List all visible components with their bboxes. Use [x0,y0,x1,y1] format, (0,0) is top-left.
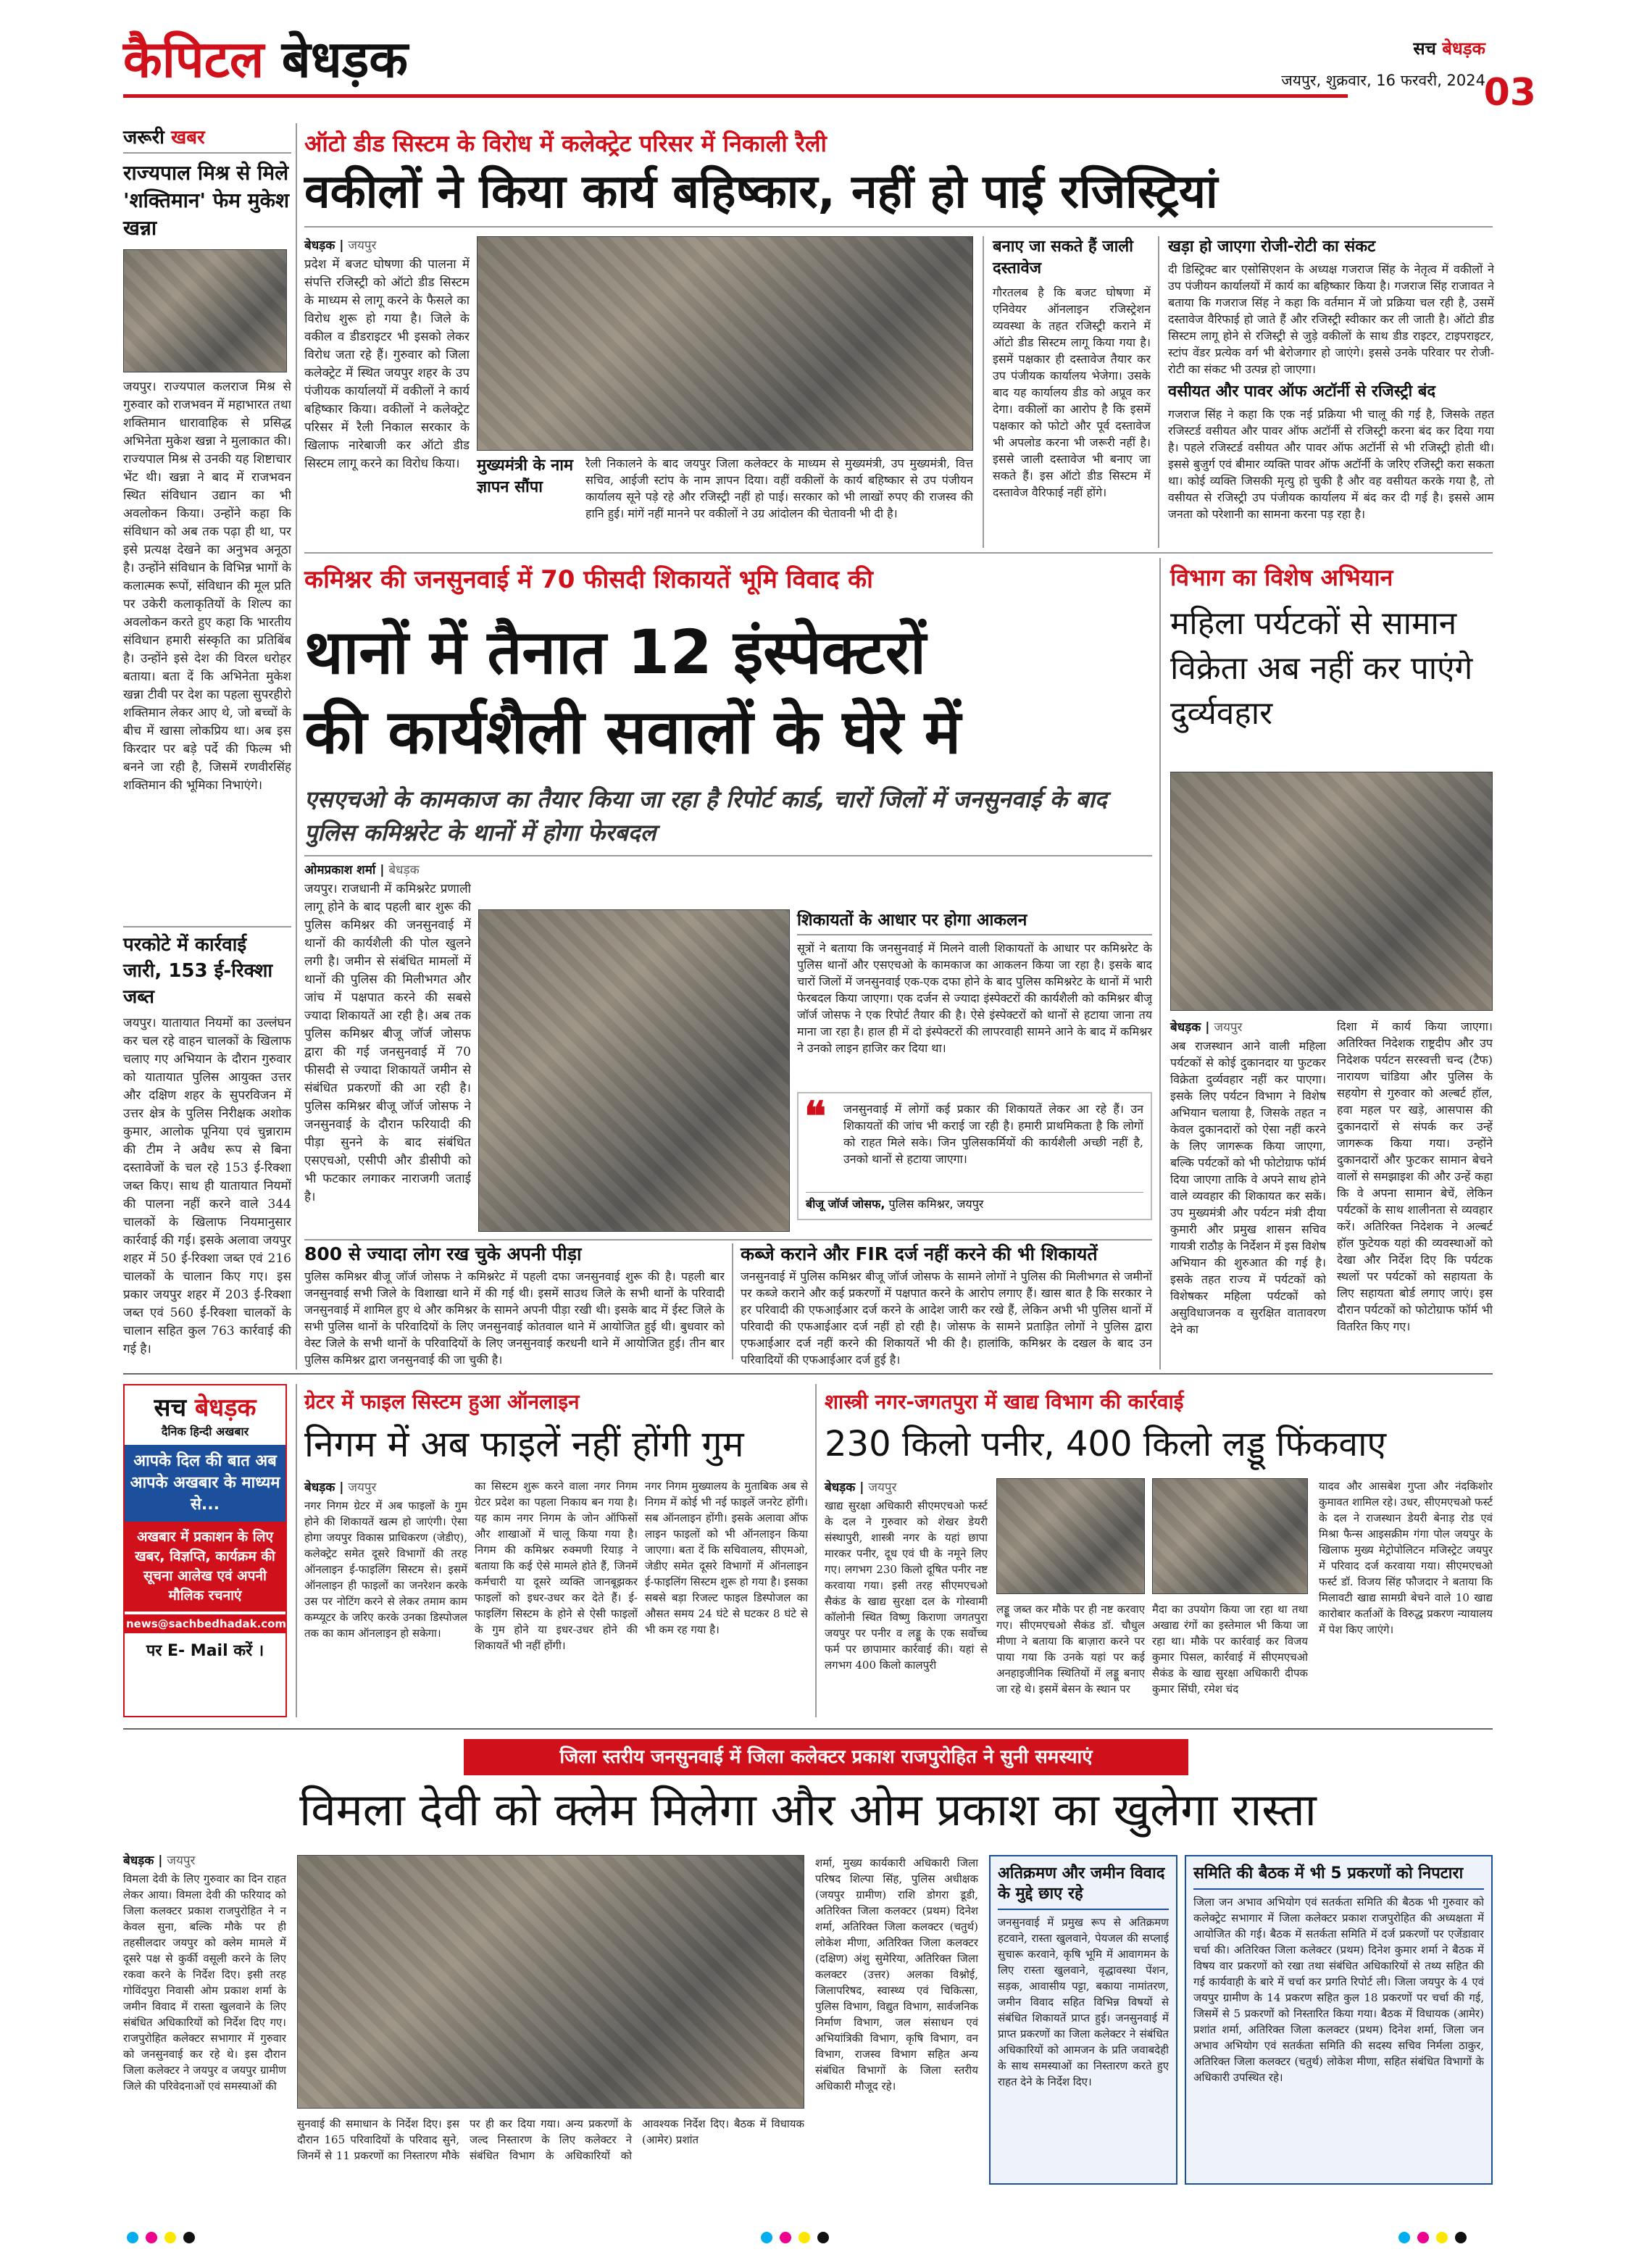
greater-divider [815,1384,817,1717]
ad-sach: सच [154,1393,187,1422]
tourism-photo [1170,772,1493,1011]
police-col1: ओमप्रकाश शर्मा | बेधड़क जयपुर। राजधानी में कमिश्नरेट प्रणाली लागू होने के बाद पहली बार शुरू की पुलिस कमिश्नर की जनसुनवाई में थानों की कार्यशैली की पोल खुलने लगी है। जमीन से संबंधित मामलों में थानों की पुलिस की मिलीभगत और जांच में पक्षपात करने की सबसे ज्यादा शिकायतें आ रही है। अब तक पुलिस कमिश्नर बीजू जॉर्ज जोसफ द्वारा की गई जनसुनवाई में 70 फीसदी से ज्यादा शिकायतें जमीन से संबंधित प्रकरणों की आ रही है। पुलिस कमिश्नर बीजू जॉर्ज जोसफ ने जनसुनवाई के दौरान फरियादी की पीड़ा सुनने के बाद संबंधित एसएचओ, एसीपी और डीसीपी को भी फटकार लगाकर नाराजगी जताई है। [304,861,471,1243]
food-headline: 230 किलो पनीर, 400 किलो लड्डू फिंकवाए [825,1424,1387,1464]
side3-head: वसीयत और पावर ऑफ अटॉर्नी से रजिस्ट्री बंद [1168,383,1436,401]
ad-logo [125,1385,285,1423]
top-kicker: ऑटो डीड सिस्टम के विरोध में कलेक्ट्रेट परिसर में निकाली रैली [304,130,827,157]
tourism-col2: दिशा में कार्य किया जाएगा। अतिरिक्त निदेशक राष्ट्रदीप और उप निदेशक पर्यटन सरस्वत्ती चन्द (टैफ) नारायण चांडिया और पुलिस के सहयोग से गुरुवार को अल्बर्ट हॉल, हवा महल पर खड़े, आसपास की दुकानदारों से संपर्क कर उन्हें जागरूक किया गया। उन्होंने दुकानदारों और फुटकर सामान बेचने वालों से समझाइश की और उन्हें कहा कि वे अपना सामान बेचें, लेकिन पर्यटकों के साथ शालीनता से व्यवहार करें। अतिरिक्त निदेशक ने अल्बर्ट हॉल फुटेयक यहां की व्यवस्थाओं को देखा और निर्देश दिए कि पर्यटक स्थलों पर पर्यटकों को सहायता के लिए सहायता बोर्ड लगाए जाएं। इस दौरान पर्यटकों को फोटोग्राफ फॉर्म भी वितरित किए गए। [1337,1020,1493,1333]
brand-logo [123,29,408,90]
sidebar [123,123,291,1369]
quote-author-title: पुलिस कमिश्नर, जयपुर [888,1197,984,1211]
police-sub-rule [304,1239,1152,1241]
food-col3: मैदा का उपयोग किया जा रहा था तथा अखाद्य रंगों का इस्तेमाल भी किया जा रहा था। मौके पर कार्रवाई कर विजय कुमार पिसल, कार्रवाई में सीएमएचओ सैकंड के खाद्य सुरक्षा अधिकारी दीपक कुमार सिंघी, रमेश चंद [1152,1603,1308,1696]
police-sub-divider [732,1243,733,1359]
masthead-right [1281,36,1485,91]
registration-dot [799,2232,810,2243]
bedhadak-text: बेधड़क [1442,38,1485,59]
police-box-head: शिकायतों के आधार पर होगा आकलन [797,909,1152,935]
food-col2: लड्डू जब्त कर मौके पर ही नष्ट करवाए गए। सीएमएचओ सैकंड डॉ. चौधुल मीणा ने बताया कि बाज़ारा करने पर पाया गया कि उनके यहां पर कई अनहाइजीनिक स्थितियों में लड्डू बनाए जा रहे थे। इसमें बेसन के स्थान पर [996,1603,1145,1696]
story2-body: जयपुर। यातायात नियमों का उल्लंघन कर चल रहे वाहन चालकों के खिलाफ चलाए गए अभियान के दौरान गुरुवार को यातायात पुलिस आयुक्त उत्तर और दक्षिण शहर के सुपरविजन में उत्तर क्षेत्र के पुलिस निरीक्षक अशोक कुमार, आलोक पूनिया एवं चुन्नाराम की टीम ने अवैध रूप से बिना दस्तावेजों के चल रहे 153 ई-रिक्शा जब्त किए। साथ ही यातायात नियमों की पालना नहीं करने वाले 344 चालकों के खिलाफ नियमानुसार कार्रवाई की गई। इसके अलावा जयपुर शहर में 50 ई-रिक्शा जब्त एवं 216 चालकों के चालान किए गए। इस प्रकार जयपुर शहर में 203 ई-रिक्शा जब्त एवं 560 ई-रिक्शा चालकों के चालान सहित कुल 763 कार्रवाई की गई है। [123,1016,291,1356]
story2-headline: परकोटे में कार्रवाई जारी, 153 ई-रिक्शा जब्त [123,934,273,1008]
registration-dot [164,2232,176,2243]
story1-headline: राज्यपाल मिश्र से मिले 'शक्तिमान' फेम मुकेश खन्ना [123,161,290,240]
top-col1-body: प्रदेश में बजट घोषणा की पालना में संपत्ति रजिस्ट्री को ऑटो डीड सिस्टम के माध्यम से लागू करने के फैसले का विरोध शुरू हो गया है। जिले के वकील व डीडराइटर भी इसको लेकर विरोध जता रहे हैं। गुरुवार को जिला कलेक्ट्रेट में स्थित जयपुर शहर के उप पंजीयक कार्यालयों में वकीलों ने कार्य बहिष्कार किया। वकीलों ने कलेक्ट्रेट परिसर में रैली निकाल सरकार के खिलाफ नारेबाजी कर ऑटो डीड सिस्टम लागू करने का विरोध किया। [304,257,470,471]
bottom-box1 [989,1855,1177,2185]
sidebar-divider [296,123,297,1369]
side3-body: गजराज सिंह ने कहा कि एक नई प्रक्रिया भी चालू की गई है, जिसके तहत रजिस्टर्ड वसीयत और पावर ऑफ अटॉर्नी से रजिस्ट्री करना बंद कर दिया गया है। पहले रजिस्टर्ड वसीयत और पावर ऑफ अटॉर्नी से भी रजिस्ट्री होती थी। इससे बुजुर्ग एवं बीमार व्यक्ति पावर ऑफ अटॉर्नी के जरिए रजिस्ट्री करा सकता था। कोई व्यक्ति जिसकी मृत्यु हो चुकी है और वह वसीयत करके गया है, तो वसीयत से रजिस्ट्री उप पंजीयक कार्यालय में बंद कर दी गई है। इससे आम जनता को परेशानी का सामना करना पड़ रहा है। [1168,407,1494,521]
side2-body: दी डिस्ट्रिक्ट बार एसोसिएशन के अध्यक्ष गजराज सिंह के नेतृत्व में वकीलों ने उप पंजीयन कार्यालयों में कार्य का बहिष्कार किया है। गजराज सिंह राजावत ने बताया कि गजराज सिंह ने कहा कि वर्तमान में जो प्रक्रिया चल रही है, उसमें दस्तावेज वैरिफाई हो जाते हैं और रजिस्ट्री स्वीकार कर ली जाती है। ऑटो डीड सिस्टम लागू होने से रजिस्ट्री से जुड़े वकीलों के साथ डीड राइटर, टाइपराइटर, स्टांप वेंडर प्रत्येक वर्ग भी बेरोजगार हो जाएंगे। इससे उनके परिवार पर रोजी-रोटी का संकट भी उत्पन्न हो जाएगा। [1168,262,1494,376]
print-dots-left [127,2232,214,2246]
food-photo-1 [996,1478,1145,1594]
registration-dot [817,2232,829,2243]
police-sub2 [741,1243,1152,1371]
bottom-dateline-city: जयपुर [167,1854,196,1868]
byline-brand: बेधड़क [388,863,420,877]
police-kicker: कमिश्नर की जनसुनवाई में 70 फीसदी शिकायतें भूमि विवाद की [304,565,873,594]
top-photo [477,236,973,451]
bottom-col3: शर्मा, मुख्य कार्यकारी अधिकारी जिला परिषद शिल्पा सिंह, पुलिस अधीक्षक (जयपुर ग्रामीण) राशि डोगरा डूडी, अतिरिक्त जिला कलक्टर (प्रथम) दिनेश शर्मा, अतिरिक्त जिला कलक्टर (चतुर्थ) लोकेश मीणा, अतिरिक्त जिला कलक्टर (दक्षिण) अंशु सुमेरिया, अतिरिक्त जिला कलक्टर (उत्तर) अलका विश्नोई, जिलापरिषद, स्वास्थ्य एवं चिकित्सा, पुलिस विभाग, विद्युत विभाग, सार्वजनिक निर्माण विभाग, जल संसाधन एवं अभियांत्रिकी विभाग, कृषि विभाग, वन विभाग, राजस्व विभाग सहित अन्य संबंधित विभागों के जिला स्तरीय अधिकारी मौजूद रहे। [815,1856,978,2093]
tourism-headline: महिला पर्यटकों से सामान विक्रेता अब नहीं कर पाएंगे दुर्व्यवहार [1170,605,1473,732]
dateline-city: जयपुर [348,238,377,253]
food-photo-2 [1152,1478,1308,1594]
police-sub1-head: 800 से ज्यादा लोग रख चुके अपनी पीड़ा [304,1243,582,1264]
police-headline-1: थानों में तैनात 12 इंस्पेक्टरों [304,617,926,688]
top-divider-2 [1158,236,1159,548]
print-dots-center [761,2232,848,2246]
ad-tagline: दैनिक हिन्दी अखबार [161,1425,249,1438]
bottom-box1-body: जनसुनवाई में प्रमुख रूप से अतिक्रमण हटवाने, रास्ता खुलवाने, पेयजल की सप्लाई सुचारू करवाने, कृषि भूमि में आवागमन के लिए रास्ता खुलवाने, वृद्धावस्था पेंशन, सड़क, आवासीय पट्टा, बकाया नामांतरण, जमीन विवाद सहित विभिन्न विषयों से संबंधित शिकायतें प्राप्त हुई। जनसुनवाई में प्राप्त प्रकरणों का जिला कलेक्टर ने संबंधित अधिकारियों को आमजन के प्रति जवाबदेही के साथ समस्याओं का निस्तारण करते हुए राहत देने के निर्देश दिए। [998,1916,1169,2088]
police-box [797,909,1152,1220]
registration-dot [761,2232,772,2243]
tourism-col1: बेधड़क | जयपुर अब राजस्थान आने वाली महिला पर्यटकों से कोई दुकानदार या फुटकर विक्रेता दुर्व्यवहार नहीं कर पाएगा। इसके लिए पर्यटन विभाग ने विशेष अभियान चलाया है, जिसके तहत न केवल दुकानदारों को ऐसा नहीं करने के लिए जागरूक किया जाएगा, बल्कि पर्यटकों को भी फोटोग्राफ फॉर्म दिया जाएगा ताकि वे अपने साथ होने वाले व्यवहार की शिकायत कर सकें। उप मुख्यमंत्री और पर्यटन मंत्री दीया कुमारी और प्रमुख शासन सचिव गायत्री राठौड़ के निर्देशन में इस विशेष अभियान की शुरुआत की गई है। इसके तहत राज्य में पर्यटकों को विशेषकर महिला पर्यटकों को असुविधाजनक व सुरक्षित वातावरण देने का [1170,1018,1326,1367]
brand-left: कैपिटल [123,30,264,89]
quote-attribution [806,1192,1143,1212]
sach-text: सच [1413,38,1436,59]
registration-dot [183,2232,195,2243]
tourism-dateline-brand: बेधड़क [1170,1020,1201,1035]
greater-col3: नगर निगम मुख्यालय के मुताबिक अब से निगम में कोई भी नई फाइलें जनरेट होंगी। सब ऑनलाइन होंगी। इसके अलावा ऑफ लाइन फाइलों को भी ऑनलाइन किया जाएगा। बता दें कि सचिवालय, सीएमओ, जेडीए समेत दूसरे विभागों में ऑनलाइन ई-फाइलिंग सिस्टम शुरू हो गया है। इसका सबसे बड़ा रिजल्ट फाइल डिस्पोजल का औसत समय 24 घंटे से घटकर 8 घंटे से भी कम रह गया है। [645,1480,808,1636]
greater-headline: निगम में अब फाइलें नहीं होंगी गुम [304,1423,744,1465]
bottom-photo [297,1855,804,2109]
greater-kicker: ग्रेटर में फाइल सिस्टम हुआ ऑनलाइन [304,1390,580,1414]
top-bottom-rule [304,552,1493,554]
food-col1-body: खाद्य सुरक्षा अधिकारी सीएमएचओ फर्स्ट के दल ने गुरुवार को शेखर डेयरी संस्थापुरी, शास्त्री नगर के यहां छापा मारकर पनीर, दूध एवं घी के नमूने लिए गए। लगभग 230 किलो दूषित पनीर नष्ट करवाया गया। इसी तरह सीएमएचओ सैकंड के खाद्य सुरक्षा दल के गोस्वामी कॉलोनी स्थित विष्णु किराणा जगतपुरा जयपुर पर पनीर व लड्डू के एक सर्वोच्च फर्म पर छापामार कार्रवाई की। यहां से लगभग 400 किलो कालपुरी [825,1499,988,1672]
registration-dot [1398,2232,1410,2243]
registration-dot [146,2232,157,2243]
food-kicker: शास्त्री नगर-जगतपुरा में खाद्य विभाग की कार्रवाई [825,1390,1184,1414]
registration-dot [127,2232,138,2243]
page-number: 03 [1483,71,1536,114]
tourism-col1-body: अब राजस्थान आने वाली महिला पर्यटकों से कोई दुकानदार या फुटकर विक्रेता दुर्व्यवहार नहीं कर पाएगा। इसके लिए पर्यटन विभाग ने विशेष अभियान चलाया है, जिसके तहत न केवल दुकानदारों को ऐसा नहीं करने के लिए जागरूक किया जाएगा, बल्कि पर्यटकों को भी फोटोग्राफ फॉर्म दिया जाएगा ताकि वे अपने साथ होने वाले व्यवहार की शिकायत कर सकें। उप मुख्यमंत्री और पर्यटन मंत्री दीया कुमारी और प्रमुख शासन सचिव गायत्री राठौड़ के निर्देशन में इस विशेष अभियान की शुरुआत की गई है। इसके तहत राज्य में पर्यटकों को विशेषकर महिला पर्यटकों को असुविधाजनक व सुरक्षित वातावरण देने का [1170,1039,1326,1336]
section-label [123,123,291,154]
side2-head: खड़ा हो जाएगा रोजी-रोटी का संकट [1168,238,1376,256]
quote-author: बीजू जॉर्ज जोसफ, [806,1197,885,1211]
bottom-rule [123,1728,1493,1730]
ad-red-banner: अखबार में प्रकाशन के लिए खबर, विज्ञप्ति, कार्यक्रम की सूचना आलेख एवं अपनी मौलिक रचनाएं [125,1522,285,1612]
bottom-box2 [1185,1855,1493,2185]
story1-photo [123,249,287,372]
quote-mark-icon: ❝ [804,1093,827,1141]
police-sub2-body: जनसुनवाई में पुलिस कमिश्नर बीजू जॉर्ज जोसफ के सामने लोगों ने पुलिस की मिलीभगत से जमीनों पर कब्जे कराने और कई प्रकरणों में पक्षपात करने के आरोप लगाए हैं। खास बात है कि सरकार ने हर परिवादी की एफआईआर दर्ज करने के आदेश जारी कर रखे हैं, लेकिन अभी भी पुलिस थानों में परिवादी की एफआईआर दर्ज नहीं हो रही है। जोसफ के सामने प्रताड़ित लोगों ने पुलिस द्वारा एफआईआर दर्ज नहीं करने की शिकायतें भी की है। हालांकि, कमिश्नर के दखल के बाद उन परिवादियों की एफआईआर दर्ज हुई है। [741,1270,1152,1367]
registration-dot [780,2232,791,2243]
brand-right: बेधड़क [281,30,408,89]
sach-bedhadak-logo [1281,36,1485,60]
ad-email[interactable]: news@sachbedhadak.com [125,1614,285,1633]
greater-col1-body: नगर निगम ग्रेटर में अब फाइलों के गुम होने की शिकायतें खत्म हो जाएंगी। ऐसा होगा जयपुर विकास प्राधिकरण (जेडीए), कलेक्ट्रेट समेत दूसरे विभागों की तरह ऑनलाइन ई-फाइलिंग सिस्टम से। इसमें ऑनलाइन ही फाइलों का जनरेशन करके उस पर नोटिंग करने से लेकर तमाम काम कम्प्यूटर के जरिए करके उनका डिस्पोजल तक का काम ऑनलाइन हो सकेगा। [304,1499,467,1640]
food-dateline-city: जयपुर [868,1480,897,1495]
side1-body: गौरतलब है कि बजट घोषणा में एनिवेयर ऑनलाइन रजिस्ट्रेशन व्यवस्था के तहत रजिस्ट्री कराने में ऑटो डीड सिस्टम लागू किया गया है। इसमें पक्षकार ही दस्तावेज तैयार कर उप पंजीयक कार्यालय भेजेगा। उसके बाद यह कार्यालय डीड को अप्रूव कर देगा। वकीलों का आरोप है कि इसमें पक्षकार को फोटो और पूर्व दस्तावेज भी अपलोड करना भी जरूरी नहीं है। इससे जाली दस्तावेज भी बनाए जा सकते हैं। इस ऑटो डीड सिस्टम में दस्तावेज वैरिफाई नहीं होंगे। [993,285,1151,499]
registration-dot [1417,2232,1429,2243]
top-col1: बेधड़क | जयपुर प्रदेश में बजट घोषणा की पालना में संपत्ति रजिस्ट्री को ऑटो डीड सिस्टम के माध्यम से लागू करने के फैसले का विरोध शुरू हो गया है। जिले के वकील व डीडराइटर भी इसको लेकर विरोध जता रहे हैं। गुरुवार को जिला कलेक्ट्रेट में स्थित जयपुर शहर के उप पंजीयक कार्यालयों में वकीलों ने कार्य बहिष्कार किया। वकीलों ने कलेक्ट्रेट परिसर में रैली निकाल सरकार के खिलाफ नारेबाजी कर ऑटो डीड सिस्टम लागू करने का विरोध किया। [304,236,470,560]
ad-email-suffix: पर E- Mail करें । [146,1642,264,1660]
masthead [123,29,1536,114]
food-dateline-brand: बेधड़क [825,1480,856,1495]
bottom-box2-body: जिला जन अभाव अभियोग एवं सतर्कता समिति की बैठक भी गुरुवार को कलेक्ट्रेट सभागार में जिला कलेक्टर प्रकाश राजपुरोहित की अध्यक्षता में आयोजित की गई। बैठक में सतर्कता समिति में दर्ज प्रकरणों पर एजेंडावार चर्चा की। अतिरिक्त जिला कलेक्टर (प्रथम) दिनेश कुमार शर्मा ने बैठक में विषय वार प्रकरणों को रखा तथा संबंधित अधिकारियों से तथ्य सहित की गई कार्यवाही के बारे में चर्चा कर प्रगति रिपोर्ट ली। जिला जयपुर के 4 एवं जयपुर ग्रामीण के 14 प्रकरण सहित कुल 18 प्रकरणों पर चर्चा की गई, जिसमें से 5 प्रकरणों को निस्तारित किया गया। बैठक में विधायक (आमेर) प्रशांत शर्मा, अतिरिक्त जिला कलक्टर (प्रथम) दिनेश शर्मा, जिला जन अभाव अभियोग एवं सतर्कता समिति की सदस्य सचिव निर्मला ठाकुर, अतिरिक्त जिला कलक्टर (चतुर्थ) लोकेश मीणा, सहित संबंधित विभागों के अधिकारी उपस्थित रहे। [1193,1896,1484,2084]
police-quote-box [797,1092,1152,1220]
side1-head: बनाए जा सकते हैं जाली दस्तावेज [993,238,1133,278]
greater-dateline-brand: बेधड़क [304,1480,335,1495]
police-sub1 [304,1243,725,1371]
tourism-kicker: विभाग का विशेष अभियान [1170,564,1393,591]
bottom-headline: विमला देवी को क्लेम मिलेगा और ओम प्रकाश का खुलेगा रास्ता [299,1783,1317,1836]
police-sub1-body: पुलिस कमिश्नर बीजू जॉर्ज जोसफ ने कमिश्नरेट में पहली दफा जनसुनवाई शुरू की है। पहली बार जनसुनवाई सभी जिले के विशाखा थाने में की गई थी। इसमें साउथ जिले के सभी थानों के परिवादी जनसुनवाई में शामिल हुए थे और कमिश्नर के सामने अपनी पीड़ा रखी थी। इसके बाद में ईस्ट जिले के सभी पुलिस थानों के परिवादियों के लिए जनसुनवाई कोतवाल थाने में आयोजित हुई थी। बुधवार को वेस्ट जिले के सभी थानों के परिवादियों के लिए जनसुनवाई करधनी थाने में आयोजित हुई। तीन बार पुलिस कमिश्नर द्वारा जनसुनवाई की जा चुकी है। [304,1270,725,1367]
bottom-box2-head: समिति की बैठक में भी 5 प्रकरणों को निपटारा [1193,1864,1484,1890]
story1-body: जयपुर। राज्यपाल कलराज मिश्र से गुरुवार को राजभवन में महाभारत तथा शक्तिमान धारावाहिक से प्रसिद्ध अभिनेता मुकेश खन्ना ने मुलाकात की। राज्यपाल मिश्र से उनकी यह शिष्टाचार भेंट थी। खन्ना ने बाद में राजभवन स्थित संविधान उद्यान का भी अवलोकन किया। उन्होंने कहा कि संविधान को अब तक पढ़ा ही था, पर इसे प्रत्यक्ष देखने का अनुभव अनूठा है। उन्होंने संविधान के विभिन्न भागों के कलात्मक रूपों, संविधान की मूल प्रति पर उकेरी कलाकृतियों के शिल्प का अवलोकन करते हुए कहा कि भारतीय संविधान हमारी संस्कृति का प्रतिबिंब है। उन्होंने इसे देश की विरल धरोहर बताया। बता दें कि अभिनेता मुकेश खन्ना टीवी पर देश का पहला सुपरहीरो शक्तिमान लेकर आए थे, जो बच्चों के बीच में खासा लोकप्रिय था। अब इस किरदार पर बड़े पर्दे की फिल्म भी बनने जा रही है, जिसमें रणवीरसिंह शक्तिमान की भूमिका निभाएंगे। [123,380,291,793]
tourism-divider [1159,558,1161,1369]
ad-divider [296,1384,297,1717]
bottom-box1-head: अतिक्रमण और जमीन विवाद के मुद्दे छाए रहे [998,1864,1169,1910]
byline: ओमप्रकाश शर्मा [304,863,376,877]
police-photo [478,909,790,1232]
top-col2: रैली निकालने के बाद जयपुर जिला कलेक्टर के माध्यम से मुख्यमंत्री, उप मुख्यमंत्री, वित्त सचिव, आईजी स्टांप के नाम ज्ञापन दिया। वहीं वकीलों के कार्य बहिष्कार से उप पंजीयन कार्यालय सूने पड़े रहे और रजिस्ट्री नहीं हो पाई। सरकार को भी लाखों रुपए की राजस्व की हानि हुई। मांगें नहीं मानने पर वकीलों ने उग्र आंदोलन की चेतावनी भी दी है। [585,456,973,520]
police-col1-body: जयपुर। राजधानी में कमिश्नरेट प्रणाली लागू होने के बाद पहली बार शुरू की पुलिस कमिश्नर की जनसुनवाई में थानों की कार्यशैली की पोल खुलने लगी है। जमीन से संबंधित मामलों में थानों की पुलिस की मिलीभगत और जांच में पक्षपात करने की सबसे ज्यादा शिकायतें आ रही है। अब तक पुलिस कमिश्नर बीजू जॉर्ज जोसफ द्वारा की गई जनसुनवाई में 70 फीसदी से ज्यादा शिकायतें जमीन से संबंधित प्रकरणों की आ रही है। पुलिस कमिश्नर बीजू जॉर्ज जोसफ ने जनसुनवाई के दौरान फरियादी की पीड़ा सुनने के बाद संबंधित एसएचओ, एसीपी और डीसीपी को भी फटकार लगाकर नाराजगी जताई है। [304,882,471,1204]
bottom-col1-body: विमला देवी के लिए गुरुवार का दिन राहत लेकर आया। विमला देवी की फरियाद को जिला कलक्टर प्रकाश राजपुरोहित ने न केवल सुना, बल्कि मौके पर ही तहसीलदार जयपुर को क्लेम मामले में दूसरे पक्ष से कुर्की वसूली करने के लिए रकवा करने के निर्देश दिए। इसी तरह गोविंदपुरा निवासी ओम प्रकाश शर्मा के जमीन विवाद में रास्ता खुलवाने के लिए संबंधित अधिकारियों को निर्देश दिए गए। राजपुरोहित कलेक्टर सभागार में गुरुवार को जनसुनवाई कर रहे थे। इस दौरान जिला कलेक्टर ने जयपुर व जयपुर ग्रामीण जिले की परिवेदनाओं एवं समस्याओं की [123,1872,286,2093]
ad-blue-banner: आपके दिल की बात अब आपके अखबार के माध्यम से... [125,1445,285,1522]
greater-col2: का सिस्टम शुरू करने वाला नगर निगम ग्रेटर प्रदेश का पहला निकाय बन गया है। यह काम नगर निगम के जोन ऑफिसों और शाखाओं में चालू किया गया है। निगम की कमिश्नर रुक्मणी रियाड़ ने बताया कि कई ऐसे मामले होते हैं, जिनमें कर्मचारी या दूसरे व्यक्ति जानबूझकर फाइलों को इधर-उधर कर देते हैं। ई-फाइलिंग सिस्टम के होने से ऐसी फाइलों के गुम होने या इधर-उधर होने की शिकायतें भी नहीं होंगी। [475,1480,638,1652]
top-headline: वकीलों ने किया कार्य बहिष्कार, नहीं हो पाई रजिस्ट्रियां [304,165,1218,219]
ad-bedhadak: बेधड़क [194,1393,257,1422]
mid-rule [123,1373,1493,1375]
top-side2 [1168,236,1494,540]
tourism-dateline-city: जयपुर [1214,1020,1243,1035]
top-divider-1 [983,236,984,548]
bottom-col1: बेधड़क | जयपुर विमला देवी के लिए गुरुवार का दिन राहत लेकर आया। विमला देवी की फरियाद को जिला कलक्टर प्रकाश राजपुरोहित ने न केवल सुना, बल्कि मौके पर ही तहसीलदार जयपुर को क्लेम मामले में दूसरे पक्ष से कुर्की वसूली करने के लिए रकवा करने के निर्देश दिए। इसी तरह गोविंदपुरा निवासी ओम प्रकाश शर्मा के जमीन विवाद में रास्ता खुलवाने के लिए संबंधित अधिकारियों को निर्देश दिए गए। राजपुरोहित कलेक्टर सभागार में गुरुवार को जनसुनवाई कर रहे थे। इस दौरान जिला कलेक्टर ने जयपुर व जयपुर ग्रामीण जिले की परिवेदनाओं एवं समस्याओं की [123,1851,286,2204]
print-dots-right [1398,2232,1485,2246]
food-col4: यादव और आसबेश गुप्ता और नंदकिशोर कुमावत शामिल रहे। उधर, सीएमएचओ फर्स्ट के दल ने राजस्थान डेयरी बेनाड़ रोड एवं मिश्रा फैन्स आइसक्रीम गंगा पोल जयपुर के खिलाफ मुख्य मेट्रोपोलिटन मजिस्ट्रेट जयपुर में परिवाद दर्ज करवाया गया। सीएमएचओ फर्स्ट डॉ. विजय सिंह फौजदार ने बताया कि मिलावटी खाद्य सामग्री बेचने वाले 10 खाद्य कारोबार कर्ताओं के विरुद्ध प्रकरण न्यायालय में पेश किए जाएंगे। [1319,1480,1493,1636]
registration-dot [1436,2232,1448,2243]
police-deck-rule [304,855,1152,856]
police-sub2-head: कब्जे कराने और FIR दर्ज नहीं करने की भी शिकायतें [741,1243,1098,1264]
police-headline-2: की कार्यशैली सवालों के घेरे में [304,696,962,767]
top-photo-caption: मुख्यमंत्री के नाम ज्ञापन सौंपा [477,456,574,496]
police-deck: एसएचओ के कामकाज का तैयार किया जा रहा है रिपोर्ट कार्ड, चारों जिलों में जनसुनवाई के बाद पुलिस कमिश्नरेट के थानों में होगा फेरबदल [304,785,1107,846]
label-part-2: खबर [170,127,205,149]
greater-dateline-city: जयपुर [348,1480,377,1495]
dateline-brand: बेधड़क [304,238,335,253]
police-quote: जनसुनवाई में लोगों कई प्रकार की शिकायतें लेकर आ रहे हैं। उन शिकायतों की जांच भी कराई जा रही है। हमारी प्राथमिकता है कि लोगों को राहत मिले सके। जिन पुलिसकर्मियों की कार्यशैली अच्छी नहीं है, उनको थानों से हटाया जाएगा। [843,1102,1143,1166]
greater-col1: बेधड़क | जयपुर नगर निगम ग्रेटर में अब फाइलों के गुम होने की शिकायतें खत्म हो जाएंगी। ऐसा होगा जयपुर विकास प्राधिकरण (जेडीए), कलेक्ट्रेट समेत दूसरे विभागों की तरह ऑनलाइन ई-फाइलिंग सिस्टम से। इसमें ऑनलाइन ही फाइलों का जनरेशन करके उस पर नोटिंग करने से लेकर तमाम काम कम्प्यूटर के जरिए करके उनका डिस्पोजल तक का काम ऑनलाइन हो सकेगा। [304,1478,467,1715]
ad-box [123,1384,287,1717]
bottom-photo-caption-col: सुनवाई की समाधान के निर्देश दिए। इस दौरान 165 परिवादियों के परिवाद सुने, जिनमें से 11 प्रकरणों का निस्तारण मौके पर ही कर दिया गया। अन्य प्रकरणों के जल्द निस्तारण के लिए कलेक्टर ने संबंधित विभाग के अधिकारियों को आवश्यक निर्देश दिए। बैठक में विधायक (आमेर) प्रशांत [297,2117,804,2162]
registration-dot [1455,2232,1467,2243]
top-rule [304,226,1493,228]
bottom-kicker: जिला स्तरीय जनसुनवाई में जिला कलेक्टर प्रकाश राजपुरोहित ने सुनी समस्याएं [559,1746,1093,1768]
bottom-kicker-band [464,1739,1188,1775]
dateline: जयपुर, शुक्रवार, 16 फरवरी, 2024 [1281,72,1485,89]
top-side1 [993,236,1151,541]
police-box-body: सूत्रों ने बताया कि जनसुनवाई में मिलने वाली शिकायतों के आधार पर कमिश्नरेट के पुलिस थानों और एसएचओ के कामकाज का आकलन किया जा रहा है। इसके बाद चारों जिलों में जनसुनवाई एक-एक दफा होने के बाद पुलिस कमिश्नरेट के थानों में भारी फेरबदल किया जाएगा। एक दर्जन से ज्यादा इंस्पेक्टरों की कार्यशैली को कमिश्नर बीजू जॉर्ज जोसफ ने एक रिपोर्ट तैयार की है। ऐसे इंस्पेक्टरों को थानों से हटाया जाना तय माना जा रहा है। हाल ही में दो इंस्पेक्टरों की लापरवाही सामने आने के बाद में कमिश्नर ने उनको लाइन हाजिर कर दिया था। [797,941,1152,1055]
label-part-1: जरूरी [123,127,164,149]
food-col1: बेधड़क | जयपुर खाद्य सुरक्षा अधिकारी सीएमएचओ फर्स्ट के दल ने गुरुवार को शेखर डेयरी संस्थापुरी, शास्त्री नगर के यहां छापा मारकर पनीर, दूध एवं घी के नमूने लिए गए। लगभग 230 किलो दूषित पनीर नष्ट करवाया गया। इसी तरह सीएमएचओ सैकंड के खाद्य सुरक्षा दल के गोस्वामी कॉलोनी स्थित विष्णु किराणा जगतपुरा जयपुर पर पनीर व लड्डू के एक सर्वोच्च फर्म पर छापामार कार्रवाई की। यहां से लगभग 400 किलो कालपुरी [825,1478,988,1715]
bottom-dateline-brand: बेधड़क [123,1854,154,1868]
masthead-rule [123,94,1348,98]
